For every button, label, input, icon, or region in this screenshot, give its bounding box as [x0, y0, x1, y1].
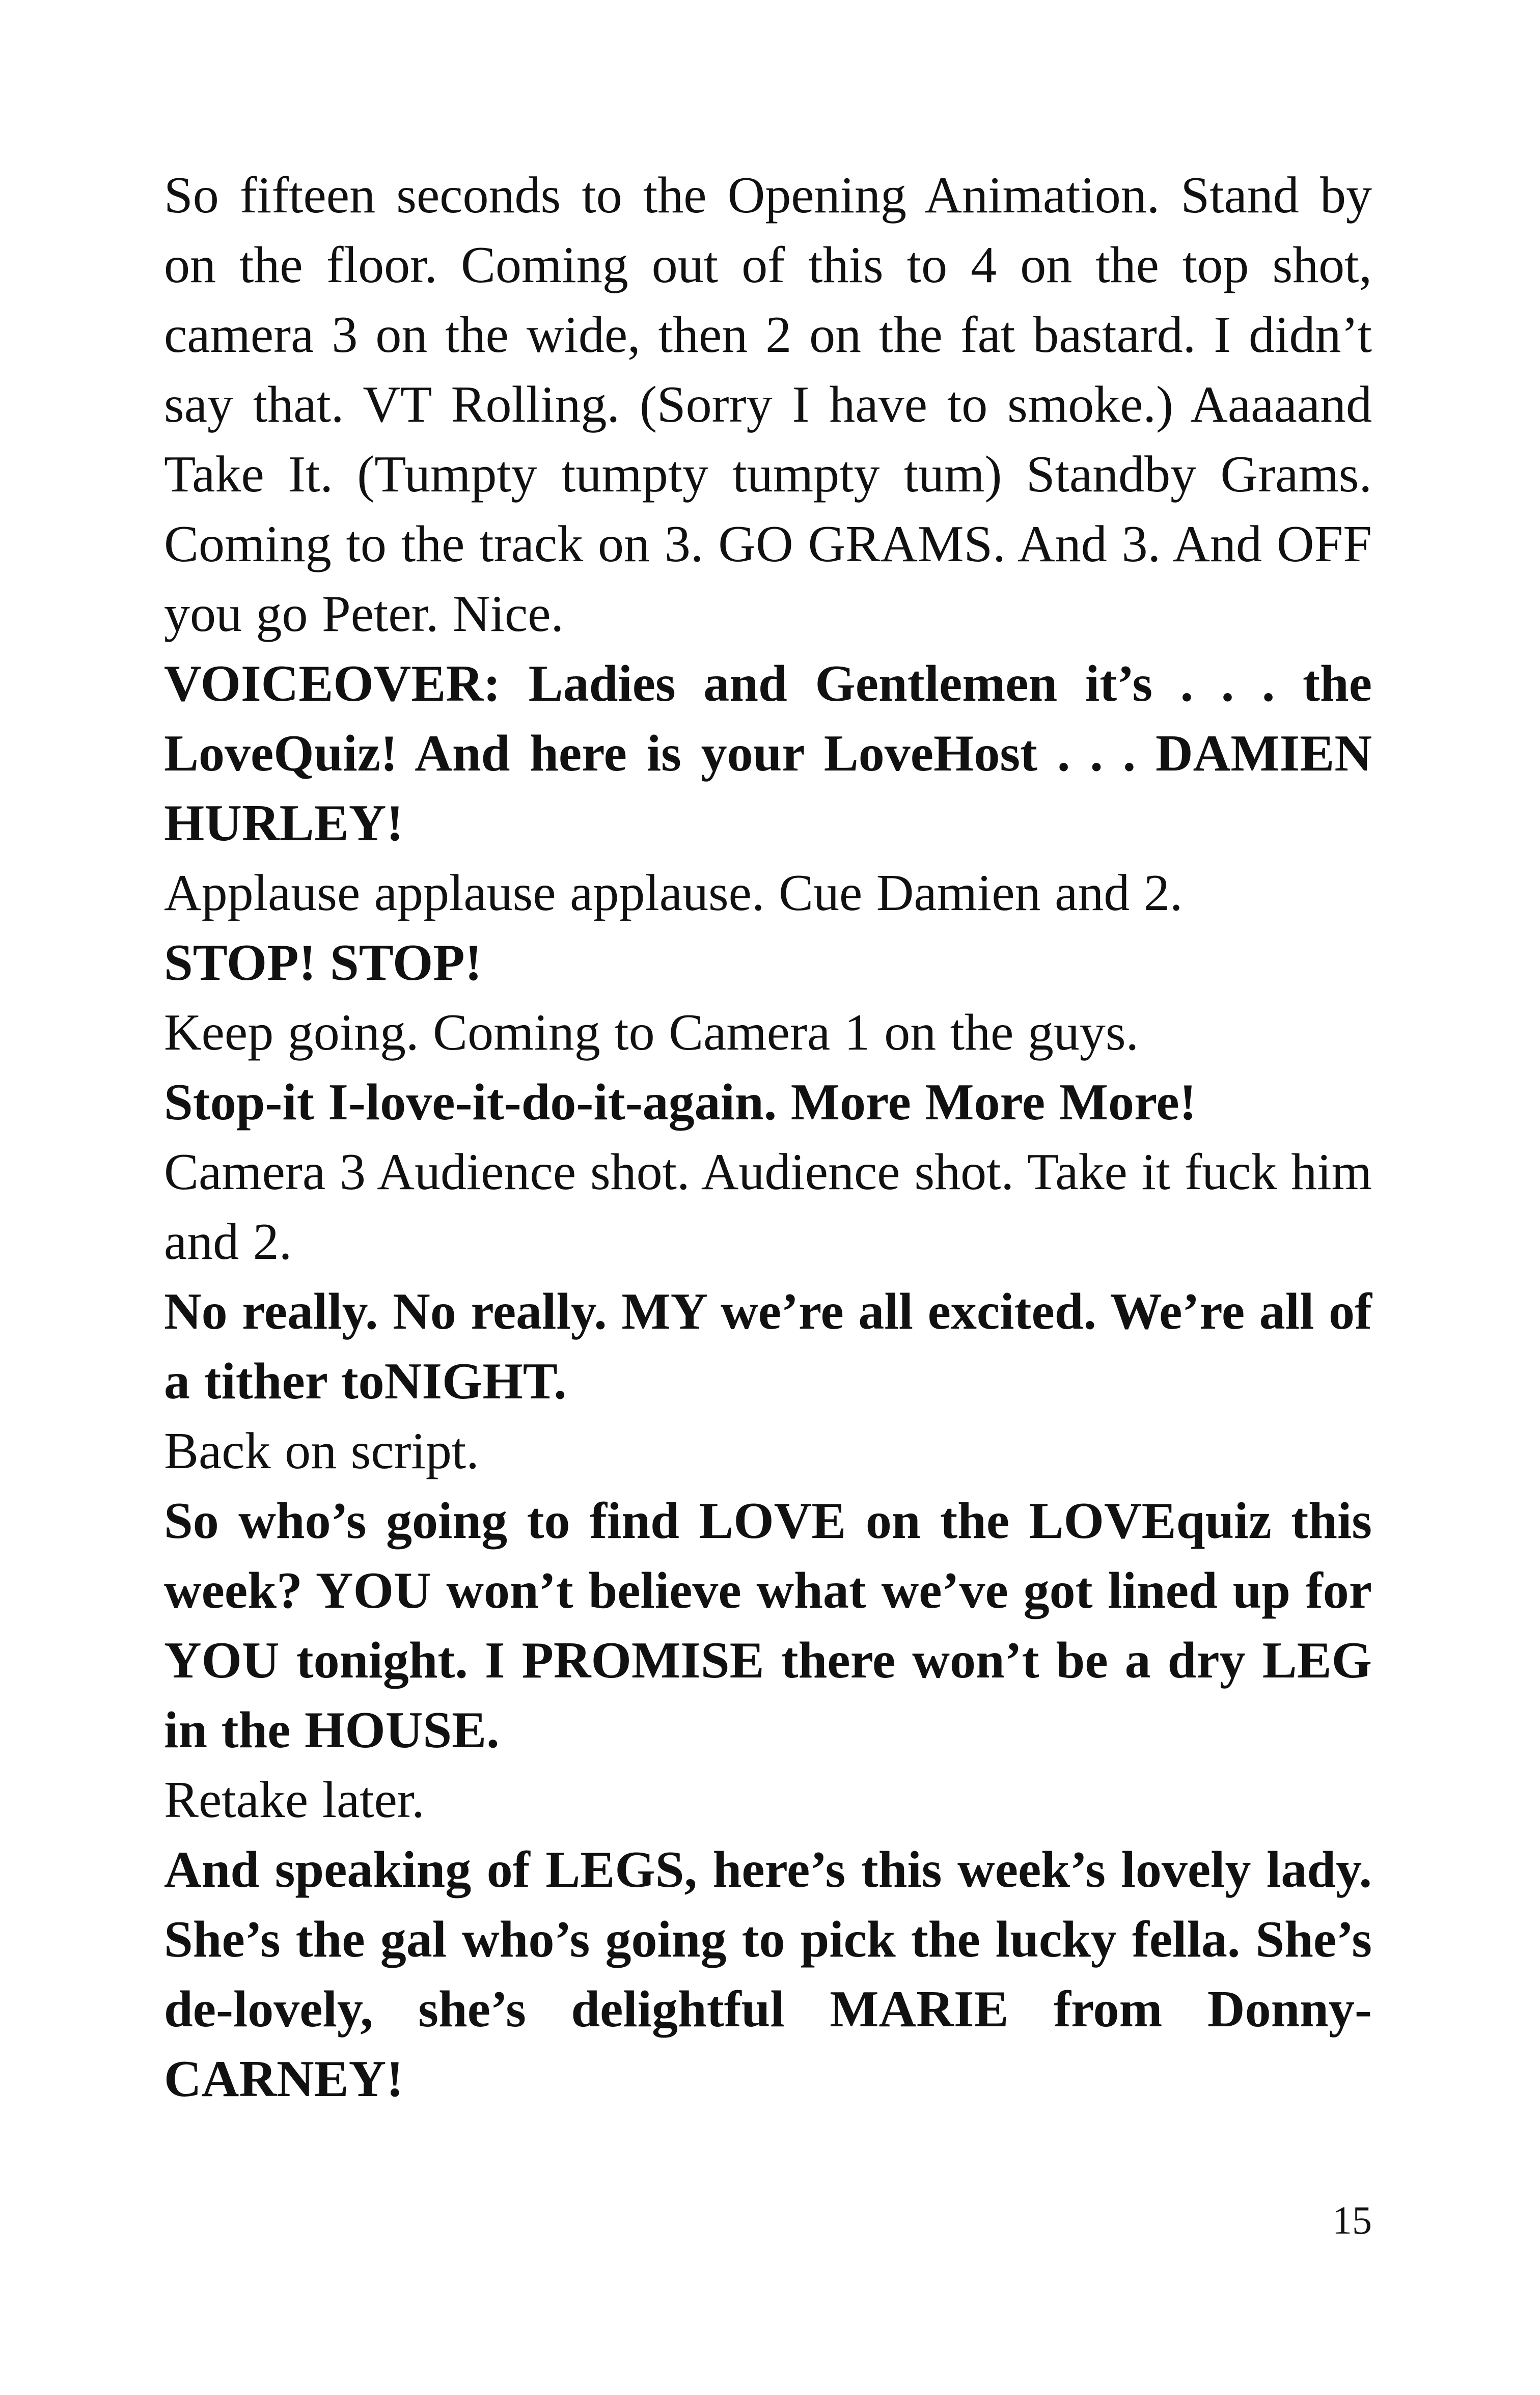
paragraph-direction: Keep going. Coming to Camera 1 on the guys.	[164, 1004, 1139, 1061]
paragraph-direction: Back on script.	[164, 1422, 479, 1480]
paragraph-dialogue: No really. No really. MY we’re all excited. We’re all of a tither toNIGHT.	[164, 1283, 1372, 1410]
paragraph-dialogue: STOP! STOP!	[164, 934, 482, 992]
paragraph-dialogue: So who’s going to find LOVE on the LOVEquiz this week? YOU won’t believe what we’ve got lined up for YOU tonight. I PROMISE there won’t be a dry LEG in the HOUSE.	[164, 1492, 1372, 1759]
page-body	[164, 160, 1372, 2114]
paragraph-direction: Applause applause applause. Cue Damien and 2.	[164, 864, 1183, 922]
paragraph-direction: Camera 3 Audience shot. Audience shot. Take it fuck him and 2.	[164, 1143, 1372, 1271]
paragraph-dialogue: And speaking of LEGS, here’s this week’s lovely lady. She’s the gal who’s going to pick the lucky fella. She’s de-lovely, she’s delightful MARIE from Donny-CARNEY!	[164, 1841, 1372, 2108]
page-number: 15	[1332, 2198, 1372, 2242]
paragraph-direction: Retake later.	[164, 1771, 425, 1829]
paragraph-voiceover: VOICEOVER: Ladies and Gentlemen it’s . . . the LoveQuiz! And here is your LoveHost . . . DAMIEN HURLEY!	[164, 655, 1372, 852]
paragraph-dialogue: Stop-it I-love-it-do-it-again. More More More!	[164, 1073, 1197, 1131]
paragraph-stage-directions: So fifteen seconds to the Opening Animation. Stand by on the floor. Coming out of this to 4 on the top shot, camera 3 on the wide, then 2 on the fat bastard. I didn’t say that. VT Rolling. (Sorry I have to smoke.) Aaaaand Take It. (Tumpty tumpty tumpty tum) Standby Grams. Coming to the track on 3. GO GRAMS. And 3. And OFF you go Peter. Nice.	[164, 167, 1372, 643]
